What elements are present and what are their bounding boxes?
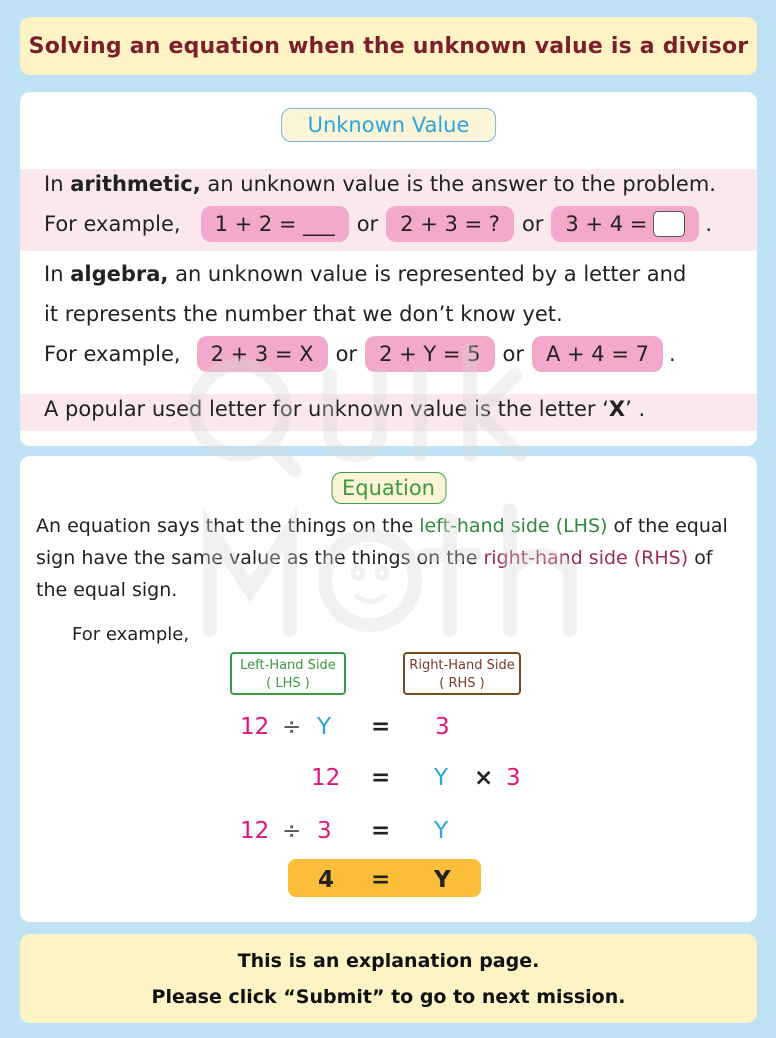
alg-example-3: A + 4 = 7 xyxy=(532,336,663,372)
step2-letter: Y xyxy=(434,765,449,791)
rhs-label-box xyxy=(403,652,521,695)
or-text: or xyxy=(521,212,544,236)
arith-example-3 xyxy=(551,206,699,242)
equation-definition xyxy=(36,510,746,606)
answer-equals: = xyxy=(371,867,391,893)
step3-equals: = xyxy=(371,818,391,844)
lhs-label-1: Left-Hand Side xyxy=(240,658,336,673)
step3-divide: ÷ xyxy=(282,818,302,844)
unknown-value-panel xyxy=(20,92,757,446)
alg-example-1: 2 + 3 = X xyxy=(197,336,328,372)
unknown-value-heading: Unknown Value xyxy=(281,108,497,142)
answer-letter: Y xyxy=(434,867,451,893)
step1-dividend: 12 xyxy=(240,714,270,740)
rhs-label-1: Right-Hand Side xyxy=(409,658,515,673)
step2-equals: = xyxy=(371,765,391,791)
equation-panel xyxy=(20,456,757,922)
lhs-label-box xyxy=(230,652,346,695)
step3-letter: Y xyxy=(434,818,449,844)
popular-start: A popular used letter for unknown value is the letter ‘ xyxy=(44,397,609,421)
page-title: Solving an equation when the unknown value is a divisor xyxy=(28,33,749,59)
period: . xyxy=(668,342,676,366)
footer-panel xyxy=(20,934,757,1023)
step2-multiply: × xyxy=(474,765,494,791)
rhs-term: right-hand side (RHS) xyxy=(483,547,689,569)
step2-left: 12 xyxy=(311,765,341,791)
title-bar xyxy=(20,17,757,75)
blank-answer-box xyxy=(653,211,685,237)
equation-heading: Equation xyxy=(331,472,446,504)
step1-result: 3 xyxy=(435,714,450,740)
step1-divisor: Y xyxy=(317,714,332,740)
step1-divide: ÷ xyxy=(282,714,302,740)
def-text-2: of the equal xyxy=(613,515,728,537)
algebra-line-2: it represents the number that we don’t know yet. xyxy=(44,302,563,326)
or-text: or xyxy=(502,342,524,366)
popular-end: ’ . xyxy=(625,397,646,421)
algebra-line xyxy=(44,262,686,286)
or-text: or xyxy=(356,212,379,236)
arith-example-2: 2 + 3 = ? xyxy=(386,206,514,242)
footer-line-2: Please click “Submit” to go to next mission. xyxy=(151,985,626,1008)
or-text: or xyxy=(335,342,358,366)
algebra-examples-line xyxy=(44,336,676,372)
step1-equals: = xyxy=(371,714,391,740)
arith-rest: an unknown value is the answer to the problem. xyxy=(207,172,716,196)
arith-example-1: 1 + 2 = ___ xyxy=(201,206,349,242)
arith-example-3-text: 3 + 4 = xyxy=(565,212,648,236)
period: . xyxy=(705,212,713,236)
def-text-4: of xyxy=(694,547,713,569)
arith-intro: In xyxy=(44,172,64,196)
step3-dividend: 12 xyxy=(240,818,270,844)
algebra-word: algebra, xyxy=(70,262,169,286)
def-text-1: An equation says that the things on the xyxy=(36,515,414,537)
rhs-label-2: ( RHS ) xyxy=(439,676,485,691)
lhs-term: left-hand side (LHS) xyxy=(419,515,608,537)
step3-divisor: 3 xyxy=(317,818,332,844)
arithmetic-examples-line xyxy=(44,206,712,242)
lhs-label-2: ( LHS ) xyxy=(266,676,310,691)
alg-intro: In xyxy=(44,262,64,286)
equation-example-label: For example, xyxy=(72,624,190,645)
popular-letter-line xyxy=(44,397,645,421)
step2-factor: 3 xyxy=(506,765,521,791)
def-text-3: sign have the same value as the things on the xyxy=(36,547,478,569)
arithmetic-line xyxy=(44,172,716,196)
alg-example-2: 2 + Y = 5 xyxy=(365,336,494,372)
alg-rest: an unknown value is represented by a letter and xyxy=(175,262,687,286)
arith-example-label: For example, xyxy=(44,212,181,236)
footer-line-1: This is an explanation page. xyxy=(237,949,540,972)
answer-value: 4 xyxy=(318,867,335,893)
alg-example-label: For example, xyxy=(44,342,181,366)
popular-letter: X xyxy=(608,397,626,421)
def-text-5: the equal sign. xyxy=(36,579,178,601)
arithmetic-word: arithmetic, xyxy=(70,172,201,196)
